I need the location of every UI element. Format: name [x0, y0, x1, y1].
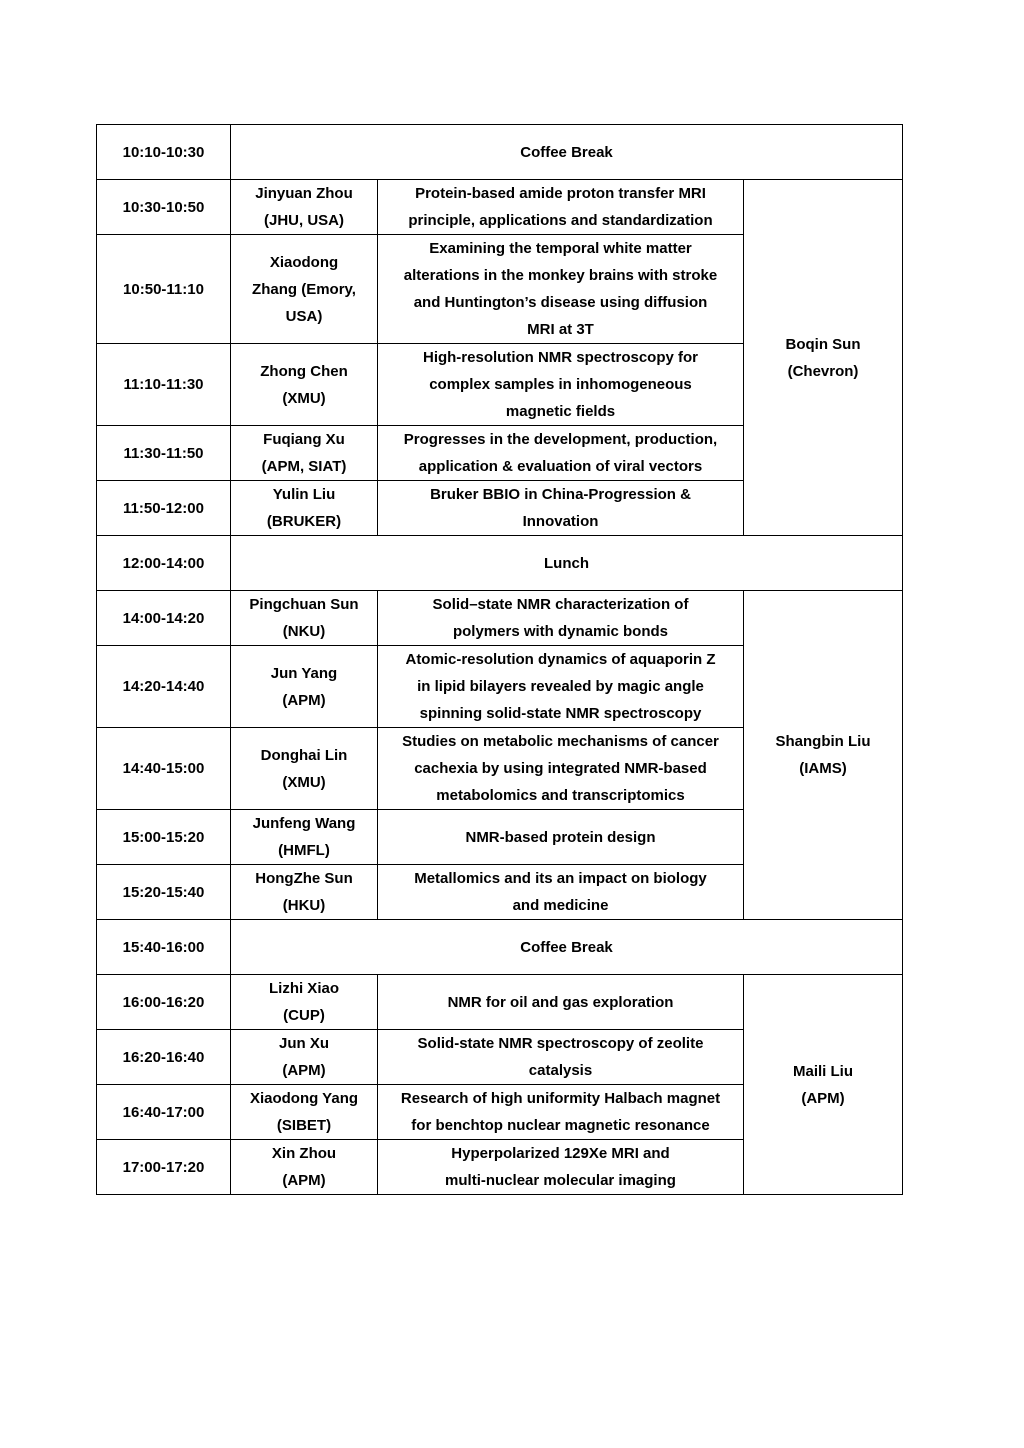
speaker-cell — [231, 1140, 378, 1195]
schedule-table — [96, 124, 903, 1195]
talk-title-line: Protein-based amide proton transfer MRI — [415, 185, 706, 202]
speaker-name: Zhang (Emory, — [252, 280, 356, 298]
time-slot: 15:00-15:20 — [97, 810, 231, 865]
speaker-affiliation: (APM) — [282, 691, 326, 709]
talk-title-line: Studies on metabolic mechanisms of cancer — [402, 733, 719, 750]
talk-title-cell — [378, 426, 744, 481]
speaker-cell — [231, 975, 378, 1030]
talk-title-line: in lipid bilayers revealed by magic angle — [417, 678, 704, 695]
speaker-name: Pingchuan Sun — [249, 596, 359, 613]
talk-title-line: for benchtop nuclear magnetic resonance — [411, 1117, 710, 1134]
speaker-name: Xiaodong — [269, 253, 339, 271]
speaker-affiliation: (HKU) — [282, 897, 326, 914]
talk-title-line: magnetic fields — [505, 403, 616, 420]
chair-name: Shangbin Liu — [775, 733, 871, 750]
talk-title-line: NMR-based protein design — [465, 828, 656, 846]
break-label: Lunch — [231, 536, 903, 591]
talk-title-line: spinning solid-state NMR spectroscopy — [419, 705, 702, 722]
talk-title-cell — [378, 1140, 744, 1195]
speaker-affiliation: (APM) — [282, 1062, 326, 1079]
talk-title-line: principle, applications and standardization — [408, 212, 713, 229]
schedule-row — [97, 125, 903, 180]
talk-title-line: and medicine — [512, 897, 609, 914]
speaker-cell — [231, 810, 378, 865]
talk-title-line: Hyperpolarized 129Xe MRI and — [451, 1145, 670, 1162]
speaker-affiliation: (XMU) — [282, 389, 326, 407]
schedule-row — [97, 536, 903, 591]
time-slot: 11:50-12:00 — [97, 481, 231, 536]
talk-title-cell — [378, 481, 744, 536]
speaker-affiliation: (APM) — [282, 1172, 326, 1189]
talk-title-cell — [378, 810, 744, 865]
speaker-cell — [231, 646, 378, 728]
speaker-affiliation: (CUP) — [283, 1007, 325, 1024]
chair-name: Maili Liu — [793, 1062, 853, 1080]
speaker-cell — [231, 591, 378, 646]
chair-name: Boqin Sun — [785, 335, 861, 353]
time-slot: 15:40-16:00 — [97, 920, 231, 975]
talk-title-line: multi-nuclear molecular imaging — [445, 1172, 676, 1189]
talk-title-line: Bruker BBIO in China-Progression & — [430, 486, 691, 503]
chair-affiliation: (Chevron) — [787, 362, 859, 380]
speaker-cell — [231, 728, 378, 810]
speaker-cell — [231, 344, 378, 426]
speaker-name: Jun Xu — [278, 1035, 329, 1052]
speaker-affiliation: (SIBET) — [276, 1117, 332, 1134]
speaker-cell — [231, 1030, 378, 1085]
time-slot: 15:20-15:40 — [97, 865, 231, 920]
speaker-affiliation: (JHU, USA) — [263, 212, 344, 229]
speaker-affiliation: (APM, SIAT) — [261, 458, 347, 475]
chair-affiliation: (IAMS) — [799, 760, 847, 777]
speaker-name: Donghai Lin — [260, 746, 348, 764]
speaker-name: HongZhe Sun — [255, 870, 353, 887]
speaker-cell — [231, 865, 378, 920]
speaker-cell — [231, 1085, 378, 1140]
talk-title-line: Research of high uniformity Halbach magnet — [400, 1090, 721, 1107]
talk-title-line: Solid-state NMR spectroscopy of zeolite — [417, 1035, 704, 1052]
talk-title-cell — [378, 1030, 744, 1085]
session-chair — [744, 975, 903, 1195]
talk-title-line: MRI at 3T — [527, 321, 594, 338]
speaker-affiliation: (BRUKER) — [266, 513, 342, 530]
speaker-name: Fuqiang Xu — [263, 431, 345, 448]
talk-title-line: complex samples in inhomogeneous — [429, 376, 692, 393]
speaker-affiliation: USA) — [285, 307, 323, 325]
speaker-cell — [231, 426, 378, 481]
schedule-row — [97, 975, 903, 1030]
talk-title-line: and Huntington’s disease using diffusion — [413, 294, 708, 311]
talk-title-line: Atomic-resolution dynamics of aquaporin Z — [405, 651, 716, 668]
time-slot: 14:00-14:20 — [97, 591, 231, 646]
talk-title-cell — [378, 865, 744, 920]
talk-title-line: Innovation — [522, 513, 599, 530]
time-slot: 14:40-15:00 — [97, 728, 231, 810]
time-slot: 16:40-17:00 — [97, 1085, 231, 1140]
session-chair — [744, 180, 903, 536]
speaker-cell — [231, 180, 378, 235]
time-slot: 17:00-17:20 — [97, 1140, 231, 1195]
speaker-name: Xiaodong Yang — [249, 1090, 359, 1107]
talk-title-cell — [378, 344, 744, 426]
talk-title-line: catalysis — [528, 1062, 593, 1079]
break-label: Coffee Break — [231, 920, 903, 975]
talk-title-cell — [378, 591, 744, 646]
talk-title-cell — [378, 728, 744, 810]
talk-title-line: polymers with dynamic bonds — [452, 623, 669, 640]
time-slot: 14:20-14:40 — [97, 646, 231, 728]
speaker-name: Yulin Liu — [272, 486, 336, 503]
speaker-affiliation: (NKU) — [282, 623, 326, 640]
talk-title-line: application & evaluation of viral vectors — [418, 458, 703, 475]
talk-title-line: alterations in the monkey brains with stroke — [403, 267, 718, 284]
speaker-affiliation: (XMU) — [282, 773, 326, 791]
talk-title-line: NMR for oil and gas exploration — [447, 993, 674, 1011]
time-slot: 16:20-16:40 — [97, 1030, 231, 1085]
speaker-name: Xin Zhou — [271, 1145, 337, 1162]
speaker-name: Jun Yang — [270, 664, 338, 682]
talk-title-cell — [378, 235, 744, 344]
break-label: Coffee Break — [231, 125, 903, 180]
talk-title-line: cachexia by using integrated NMR-based — [414, 760, 707, 777]
speaker-name: Jinyuan Zhou — [255, 185, 353, 202]
talk-title-line: Solid–state NMR characterization of — [432, 596, 689, 613]
talk-title-cell — [378, 180, 744, 235]
schedule-row — [97, 180, 903, 235]
time-slot: 16:00-16:20 — [97, 975, 231, 1030]
talk-title-line: Examining the temporal white matter — [429, 240, 692, 257]
speaker-name: Zhong Chen — [260, 362, 348, 380]
time-slot: 11:30-11:50 — [97, 426, 231, 481]
session-chair — [744, 591, 903, 920]
talk-title-cell — [378, 646, 744, 728]
time-slot: 10:10-10:30 — [97, 125, 231, 180]
chair-affiliation: (APM) — [801, 1089, 845, 1107]
speaker-name: Lizhi Xiao — [268, 980, 339, 997]
schedule-row — [97, 920, 903, 975]
speaker-cell — [231, 235, 378, 344]
time-slot: 10:30-10:50 — [97, 180, 231, 235]
talk-title-cell — [378, 975, 744, 1030]
speaker-affiliation: (HMFL) — [278, 842, 330, 859]
talk-title-line: Metallomics and its an impact on biology — [414, 870, 707, 887]
time-slot: 10:50-11:10 — [97, 235, 231, 344]
talk-title-cell — [378, 1085, 744, 1140]
time-slot: 11:10-11:30 — [97, 344, 231, 426]
schedule-row — [97, 591, 903, 646]
speaker-name: Junfeng Wang — [252, 815, 356, 832]
talk-title-line: High-resolution NMR spectroscopy for — [422, 349, 699, 366]
talk-title-line: Progresses in the development, production, — [403, 431, 718, 448]
time-slot: 12:00-14:00 — [97, 536, 231, 591]
speaker-cell — [231, 481, 378, 536]
talk-title-line: metabolomics and transcriptomics — [436, 787, 685, 804]
